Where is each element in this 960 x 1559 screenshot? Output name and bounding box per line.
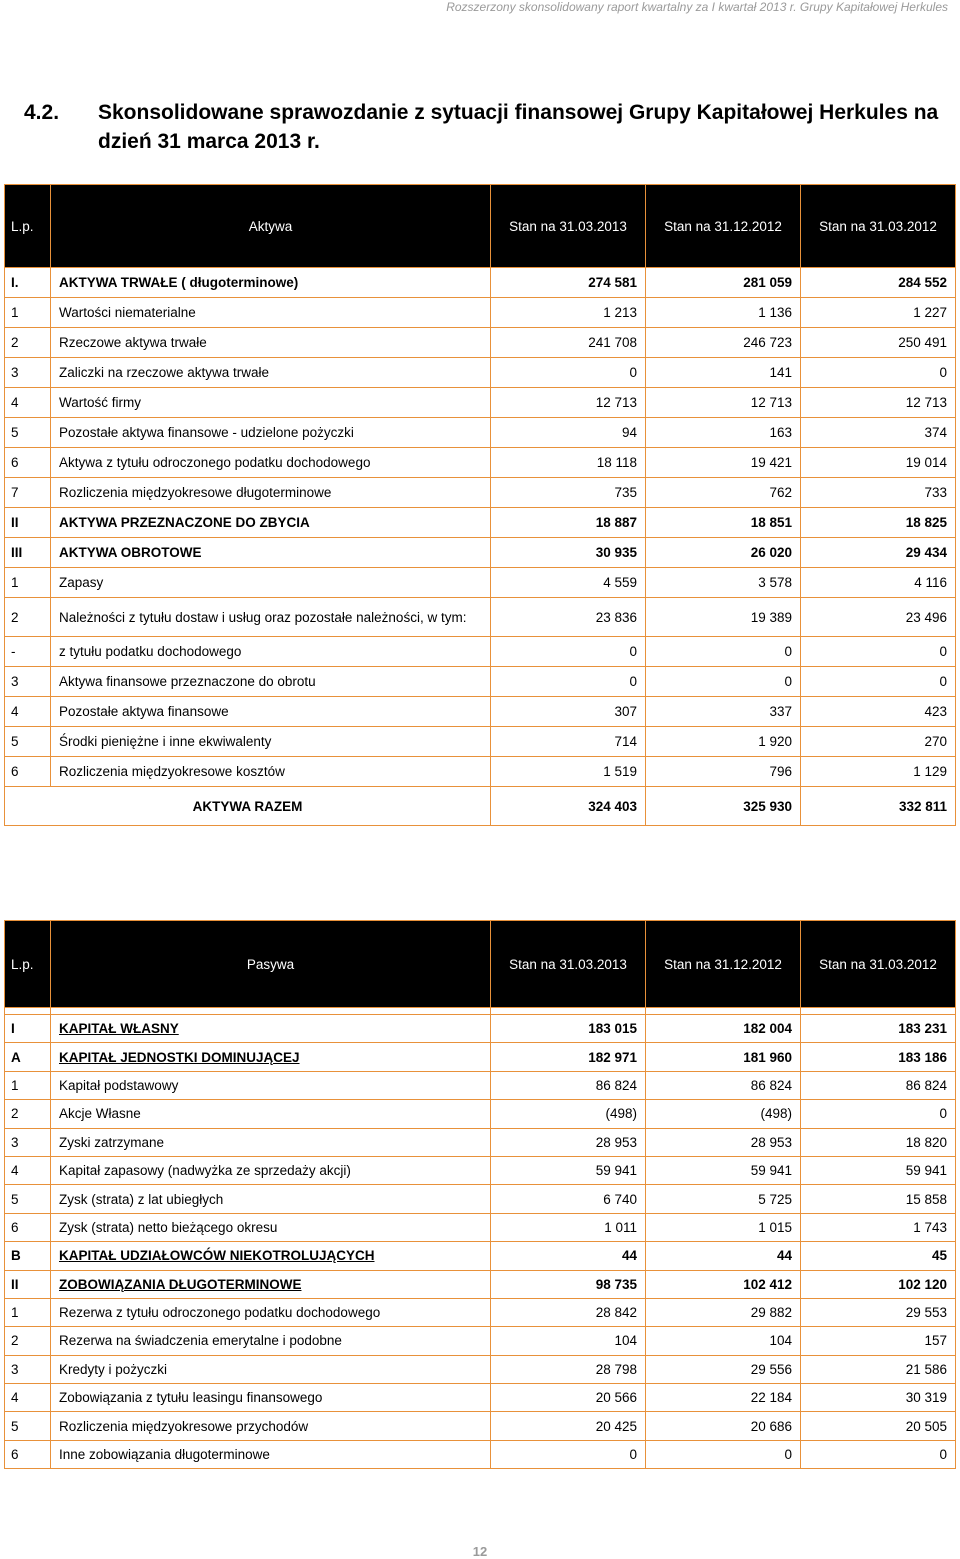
value-2012-03: 374 xyxy=(801,418,956,448)
row-lp: 4 xyxy=(5,1156,51,1184)
value-2012-03: 1 129 xyxy=(801,757,956,787)
table-row xyxy=(5,1128,956,1156)
value-2012-03: 423 xyxy=(801,697,956,727)
col-header-2012-03: Stan na 31.03.2012 xyxy=(801,921,956,1008)
total-2012-03: 332 811 xyxy=(801,787,956,826)
table-row xyxy=(5,598,956,637)
row-lp: II xyxy=(5,1270,51,1298)
value-2012-03: 250 491 xyxy=(801,328,956,358)
row-lp: 5 xyxy=(5,727,51,757)
col-header-2012-03: Stan na 31.03.2012 xyxy=(801,185,956,268)
row-label: Rozliczenia międzyokresowe długoterminowe xyxy=(51,478,491,508)
value-2012-12: 19 389 xyxy=(646,598,801,637)
value-2012-03: 23 496 xyxy=(801,598,956,637)
value-2012-12: 181 960 xyxy=(646,1043,801,1071)
value-2012-12: 86 824 xyxy=(646,1071,801,1099)
row-lp: 3 xyxy=(5,1128,51,1156)
table-row xyxy=(5,1100,956,1128)
value-2012-12: 59 941 xyxy=(646,1156,801,1184)
table-row xyxy=(5,508,956,538)
value-2013-03: 23 836 xyxy=(491,598,646,637)
table-row xyxy=(5,637,956,667)
col-header-2013-03: Stan na 31.03.2013 xyxy=(491,921,646,1008)
value-2012-12: 163 xyxy=(646,418,801,448)
table-row xyxy=(5,1355,956,1383)
value-2012-12: (498) xyxy=(646,1100,801,1128)
table-row xyxy=(5,538,956,568)
row-lp: A xyxy=(5,1043,51,1071)
row-label: Rozliczenia międzyokresowe przychodów xyxy=(51,1412,491,1440)
value-2012-03: 0 xyxy=(801,1100,956,1128)
row-lp: B xyxy=(5,1242,51,1270)
value-2012-12: 762 xyxy=(646,478,801,508)
value-2012-03: 284 552 xyxy=(801,268,956,298)
row-lp: I. xyxy=(5,268,51,298)
value-2012-03: 19 014 xyxy=(801,448,956,478)
row-label: Zapasy xyxy=(51,568,491,598)
value-2013-03: 0 xyxy=(491,667,646,697)
table-row xyxy=(5,1185,956,1213)
value-2012-12: 104 xyxy=(646,1327,801,1355)
value-2012-03: 183 231 xyxy=(801,1015,956,1043)
section-title-line2: dzień 31 marca 2013 r. xyxy=(98,130,320,153)
row-label: Rezerwa z tytułu odroczonego podatku dochodowego xyxy=(51,1298,491,1326)
row-lp: 1 xyxy=(5,1298,51,1326)
row-label: Należności z tytułu dostaw i usług oraz pozostałe należności, w tym: xyxy=(51,598,491,637)
table-row xyxy=(5,418,956,448)
running-header: Rozszerzony skonsolidowany raport kwartalny za I kwartał 2013 r. Grupy Kapitałowej Herkules xyxy=(446,0,948,14)
row-label: Aktywa finansowe przeznaczone do obrotu xyxy=(51,667,491,697)
row-lp: III xyxy=(5,538,51,568)
value-2013-03: 183 015 xyxy=(491,1015,646,1043)
row-label: KAPITAŁ JEDNOSTKI DOMINUJĄCEJ xyxy=(51,1043,491,1071)
value-2012-03: 30 319 xyxy=(801,1384,956,1412)
row-label: Zysk (strata) z lat ubiegłych xyxy=(51,1185,491,1213)
value-2012-12: 1 015 xyxy=(646,1213,801,1241)
value-2012-12: 1 920 xyxy=(646,727,801,757)
value-2012-03: 15 858 xyxy=(801,1185,956,1213)
row-label: Kredyty i pożyczki xyxy=(51,1355,491,1383)
row-lp: I xyxy=(5,1015,51,1043)
value-2013-03: 86 824 xyxy=(491,1071,646,1099)
total-row xyxy=(5,787,956,826)
value-2013-03: 274 581 xyxy=(491,268,646,298)
value-2012-12: 0 xyxy=(646,1440,801,1468)
value-2012-03: 59 941 xyxy=(801,1156,956,1184)
value-2012-12: 26 020 xyxy=(646,538,801,568)
row-lp: 6 xyxy=(5,448,51,478)
row-label: Aktywa z tytułu odroczonego podatku dochodowego xyxy=(51,448,491,478)
row-lp: 2 xyxy=(5,1100,51,1128)
col-header-2012-12: Stan na 31.12.2012 xyxy=(646,185,801,268)
value-2013-03: 94 xyxy=(491,418,646,448)
value-2013-03: 59 941 xyxy=(491,1156,646,1184)
value-2012-12: 0 xyxy=(646,667,801,697)
value-2012-03: 1 227 xyxy=(801,298,956,328)
value-2013-03: 0 xyxy=(491,1440,646,1468)
row-lp: 2 xyxy=(5,1327,51,1355)
row-lp: 1 xyxy=(5,568,51,598)
row-label: Pozostałe aktywa finansowe - udzielone pożyczki xyxy=(51,418,491,448)
value-2012-12: 182 004 xyxy=(646,1015,801,1043)
value-2012-12: 281 059 xyxy=(646,268,801,298)
col-header-lp: L.p. xyxy=(5,185,51,268)
row-lp: 5 xyxy=(5,418,51,448)
table-row xyxy=(5,1043,956,1071)
value-2012-03: 0 xyxy=(801,637,956,667)
value-2013-03: 20 566 xyxy=(491,1384,646,1412)
row-label: Akcje Własne xyxy=(51,1100,491,1128)
value-2012-03: 0 xyxy=(801,667,956,697)
table-row xyxy=(5,1327,956,1355)
table-row xyxy=(5,1440,956,1468)
row-lp: 7 xyxy=(5,478,51,508)
row-lp: - xyxy=(5,637,51,667)
value-2012-03: 45 xyxy=(801,1242,956,1270)
table-row xyxy=(5,1298,956,1326)
value-2013-03: 18 887 xyxy=(491,508,646,538)
value-2012-12: 337 xyxy=(646,697,801,727)
value-2012-12: 28 953 xyxy=(646,1128,801,1156)
row-lp: 3 xyxy=(5,1355,51,1383)
row-lp: 2 xyxy=(5,598,51,637)
value-2012-12: 29 882 xyxy=(646,1298,801,1326)
value-2012-12: 29 556 xyxy=(646,1355,801,1383)
col-header-liabilities: Pasywa xyxy=(51,921,491,1008)
table-row xyxy=(5,667,956,697)
row-lp: 1 xyxy=(5,298,51,328)
row-lp: 6 xyxy=(5,1440,51,1468)
value-2013-03: 1 011 xyxy=(491,1213,646,1241)
value-2012-12: 20 686 xyxy=(646,1412,801,1440)
table-row xyxy=(5,388,956,418)
value-2012-03: 157 xyxy=(801,1327,956,1355)
table-row xyxy=(5,1384,956,1412)
total-label: AKTYWA RAZEM xyxy=(5,787,491,826)
value-2012-03: 12 713 xyxy=(801,388,956,418)
row-label: AKTYWA PRZEZNACZONE DO ZBYCIA xyxy=(51,508,491,538)
value-2012-03: 29 434 xyxy=(801,538,956,568)
row-lp: 3 xyxy=(5,667,51,697)
value-2013-03: 307 xyxy=(491,697,646,727)
row-lp: 4 xyxy=(5,697,51,727)
value-2012-12: 18 851 xyxy=(646,508,801,538)
value-2012-12: 102 412 xyxy=(646,1270,801,1298)
value-2013-03: 104 xyxy=(491,1327,646,1355)
row-label: Zaliczki na rzeczowe aktywa trwałe xyxy=(51,358,491,388)
row-label: Kapitał podstawowy xyxy=(51,1071,491,1099)
liabilities-table xyxy=(4,920,956,1469)
table-row xyxy=(5,1071,956,1099)
table-row xyxy=(5,568,956,598)
value-2013-03: 0 xyxy=(491,637,646,667)
value-2013-03: (498) xyxy=(491,1100,646,1128)
row-lp: 3 xyxy=(5,358,51,388)
row-label: z tytułu podatku dochodowego xyxy=(51,637,491,667)
value-2012-03: 733 xyxy=(801,478,956,508)
value-2013-03: 4 559 xyxy=(491,568,646,598)
value-2012-03: 0 xyxy=(801,1440,956,1468)
table-row xyxy=(5,727,956,757)
table-row xyxy=(5,298,956,328)
value-2013-03: 1 519 xyxy=(491,757,646,787)
value-2012-03: 102 120 xyxy=(801,1270,956,1298)
value-2012-03: 86 824 xyxy=(801,1071,956,1099)
table-row xyxy=(5,1015,956,1043)
value-2012-03: 18 825 xyxy=(801,508,956,538)
row-label: Zyski zatrzymane xyxy=(51,1128,491,1156)
value-2013-03: 0 xyxy=(491,358,646,388)
value-2013-03: 714 xyxy=(491,727,646,757)
row-label: Zysk (strata) netto bieżącego okresu xyxy=(51,1213,491,1241)
row-label: Kapitał zapasowy (nadwyżka ze sprzedaży akcji) xyxy=(51,1156,491,1184)
value-2012-03: 183 186 xyxy=(801,1043,956,1071)
value-2012-03: 0 xyxy=(801,358,956,388)
value-2013-03: 735 xyxy=(491,478,646,508)
row-label: Pozostałe aktywa finansowe xyxy=(51,697,491,727)
row-label: Rezerwa na świadczenia emerytalne i podobne xyxy=(51,1327,491,1355)
value-2012-12: 19 421 xyxy=(646,448,801,478)
table-row xyxy=(5,328,956,358)
value-2012-03: 18 820 xyxy=(801,1128,956,1156)
assets-table xyxy=(4,184,956,826)
row-label: Rzeczowe aktywa trwałe xyxy=(51,328,491,358)
value-2012-12: 44 xyxy=(646,1242,801,1270)
value-2012-12: 1 136 xyxy=(646,298,801,328)
row-label: Środki pieniężne i inne ekwiwalenty xyxy=(51,727,491,757)
value-2012-12: 246 723 xyxy=(646,328,801,358)
value-2013-03: 12 713 xyxy=(491,388,646,418)
table-row xyxy=(5,448,956,478)
value-2012-12: 22 184 xyxy=(646,1384,801,1412)
table-row xyxy=(5,1213,956,1241)
row-label: Wartość firmy xyxy=(51,388,491,418)
table-row xyxy=(5,1270,956,1298)
row-label: Zobowiązania z tytułu leasingu finansowego xyxy=(51,1384,491,1412)
table-row xyxy=(5,358,956,388)
value-2013-03: 6 740 xyxy=(491,1185,646,1213)
value-2012-03: 29 553 xyxy=(801,1298,956,1326)
row-label: AKTYWA TRWAŁE ( długoterminowe) xyxy=(51,268,491,298)
row-lp: 6 xyxy=(5,757,51,787)
row-lp: 5 xyxy=(5,1412,51,1440)
table-row xyxy=(5,697,956,727)
row-lp: 4 xyxy=(5,388,51,418)
value-2013-03: 28 798 xyxy=(491,1355,646,1383)
row-label: KAPITAŁ UDZIAŁOWCÓW NIEKOTROLUJĄCYCH xyxy=(51,1242,491,1270)
total-2012-12: 325 930 xyxy=(646,787,801,826)
table-row xyxy=(5,1242,956,1270)
value-2013-03: 241 708 xyxy=(491,328,646,358)
value-2013-03: 18 118 xyxy=(491,448,646,478)
value-2013-03: 20 425 xyxy=(491,1412,646,1440)
col-header-lp: L.p. xyxy=(5,921,51,1008)
value-2012-03: 270 xyxy=(801,727,956,757)
row-lp: 6 xyxy=(5,1213,51,1241)
value-2012-12: 12 713 xyxy=(646,388,801,418)
row-lp: II xyxy=(5,508,51,538)
section-number: 4.2. xyxy=(24,101,60,124)
total-2013-03: 324 403 xyxy=(491,787,646,826)
col-header-2012-12: Stan na 31.12.2012 xyxy=(646,921,801,1008)
section-title-line1: Skonsolidowane sprawozdanie z sytuacji finansowej Grupy Kapitałowej Herkules na xyxy=(98,101,939,124)
row-label: KAPITAŁ WŁASNY xyxy=(51,1015,491,1043)
section-title xyxy=(24,98,954,156)
value-2012-12: 3 578 xyxy=(646,568,801,598)
row-lp: 4 xyxy=(5,1384,51,1412)
row-label: Rozliczenia międzyokresowe kosztów xyxy=(51,757,491,787)
row-lp: 1 xyxy=(5,1071,51,1099)
value-2013-03: 44 xyxy=(491,1242,646,1270)
value-2012-12: 141 xyxy=(646,358,801,388)
value-2012-12: 0 xyxy=(646,637,801,667)
value-2012-03: 1 743 xyxy=(801,1213,956,1241)
table-row xyxy=(5,757,956,787)
table-row xyxy=(5,478,956,508)
value-2013-03: 28 842 xyxy=(491,1298,646,1326)
value-2013-03: 28 953 xyxy=(491,1128,646,1156)
spacer-row xyxy=(5,1008,956,1015)
row-label: ZOBOWIĄZANIA DŁUGOTERMINOWE xyxy=(51,1270,491,1298)
row-label: Wartości niematerialne xyxy=(51,298,491,328)
col-header-assets: Aktywa xyxy=(51,185,491,268)
row-label: Inne zobowiązania długoterminowe xyxy=(51,1440,491,1468)
row-lp: 5 xyxy=(5,1185,51,1213)
col-header-2013-03: Stan na 31.03.2013 xyxy=(491,185,646,268)
assets-header-row xyxy=(5,185,956,268)
value-2012-03: 21 586 xyxy=(801,1355,956,1383)
value-2012-12: 796 xyxy=(646,757,801,787)
value-2013-03: 30 935 xyxy=(491,538,646,568)
value-2013-03: 1 213 xyxy=(491,298,646,328)
value-2012-12: 5 725 xyxy=(646,1185,801,1213)
liabilities-header-row xyxy=(5,921,956,1008)
row-lp: 2 xyxy=(5,328,51,358)
value-2012-03: 4 116 xyxy=(801,568,956,598)
value-2012-03: 20 505 xyxy=(801,1412,956,1440)
page-number: 12 xyxy=(472,1544,488,1559)
table-row xyxy=(5,268,956,298)
value-2013-03: 98 735 xyxy=(491,1270,646,1298)
row-label: AKTYWA OBROTOWE xyxy=(51,538,491,568)
table-row xyxy=(5,1412,956,1440)
table-row xyxy=(5,1156,956,1184)
value-2013-03: 182 971 xyxy=(491,1043,646,1071)
